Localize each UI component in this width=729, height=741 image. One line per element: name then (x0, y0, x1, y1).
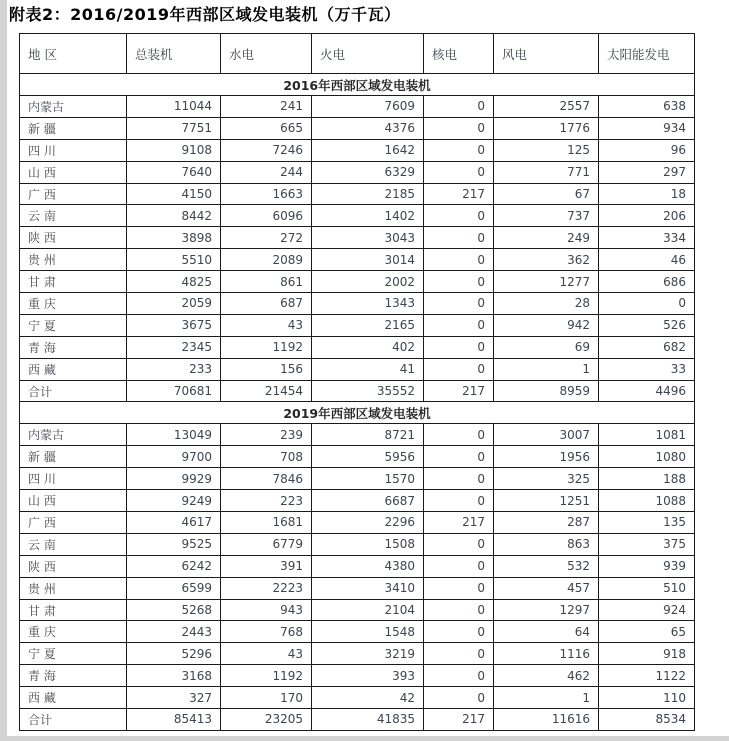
value-cell: 206 (599, 205, 695, 227)
value-cell: 861 (221, 271, 312, 293)
value-cell: 942 (494, 314, 599, 336)
region-cell: 四 川 (20, 468, 127, 490)
value-cell: 3168 (127, 665, 221, 687)
value-cell: 1548 (312, 621, 424, 643)
page-title: 附表2：2016/2019年西部区域发电装机（万千瓦） (9, 5, 401, 24)
value-cell: 23205 (221, 709, 312, 731)
value-cell: 682 (599, 336, 695, 358)
value-cell: 11044 (127, 96, 221, 118)
value-cell: 708 (221, 446, 312, 468)
value-cell: 4496 (599, 380, 695, 402)
value-cell: 170 (221, 687, 312, 709)
value-cell: 0 (424, 271, 494, 293)
value-cell: 1251 (494, 490, 599, 512)
value-cell: 638 (599, 96, 695, 118)
value-cell: 3898 (127, 227, 221, 249)
table-row (20, 512, 695, 534)
value-cell: 3043 (312, 227, 424, 249)
table-row (20, 687, 695, 709)
column-header-5: 风电 (494, 34, 599, 74)
value-cell: 0 (424, 249, 494, 271)
value-cell: 233 (127, 358, 221, 380)
region-cell: 四 川 (20, 139, 127, 161)
region-cell: 云 南 (20, 533, 127, 555)
region-cell: 广 西 (20, 512, 127, 534)
value-cell: 1081 (599, 424, 695, 446)
region-cell: 云 南 (20, 205, 127, 227)
value-cell: 2089 (221, 249, 312, 271)
value-cell: 2059 (127, 293, 221, 315)
value-cell: 69 (494, 336, 599, 358)
table-row (20, 336, 695, 358)
value-cell: 287 (494, 512, 599, 534)
value-cell: 2345 (127, 336, 221, 358)
value-cell: 3007 (494, 424, 599, 446)
value-cell: 43 (221, 314, 312, 336)
value-cell: 0 (424, 687, 494, 709)
value-cell: 241 (221, 96, 312, 118)
value-cell: 0 (424, 446, 494, 468)
region-cell: 新 疆 (20, 446, 127, 468)
value-cell: 5268 (127, 599, 221, 621)
value-cell: 1192 (221, 336, 312, 358)
region-cell: 合计 (20, 380, 127, 402)
value-cell: 1192 (221, 665, 312, 687)
value-cell: 391 (221, 555, 312, 577)
value-cell: 9249 (127, 490, 221, 512)
value-cell: 0 (424, 314, 494, 336)
value-cell: 687 (221, 293, 312, 315)
region-cell: 贵 州 (20, 249, 127, 271)
value-cell: 686 (599, 271, 695, 293)
header-row (20, 34, 695, 74)
table-row (20, 249, 695, 271)
value-cell: 0 (424, 293, 494, 315)
value-cell: 0 (424, 468, 494, 490)
section-title: 2016年西部区域发电装机 (20, 74, 695, 96)
region-cell: 宁 夏 (20, 314, 127, 336)
value-cell: 0 (424, 490, 494, 512)
value-cell: 0 (599, 293, 695, 315)
region-cell: 青 海 (20, 665, 127, 687)
value-cell: 8442 (127, 205, 221, 227)
value-cell: 5510 (127, 249, 221, 271)
value-cell: 0 (424, 599, 494, 621)
value-cell: 526 (599, 314, 695, 336)
table-row (20, 643, 695, 665)
value-cell: 4150 (127, 183, 221, 205)
value-cell: 1343 (312, 293, 424, 315)
value-cell: 0 (424, 643, 494, 665)
value-cell: 41 (312, 358, 424, 380)
table-row (20, 533, 695, 555)
value-cell: 375 (599, 533, 695, 555)
region-cell: 广 西 (20, 183, 127, 205)
value-cell: 5296 (127, 643, 221, 665)
value-cell: 41835 (312, 709, 424, 731)
value-cell: 6687 (312, 490, 424, 512)
value-cell: 3219 (312, 643, 424, 665)
value-cell: 67 (494, 183, 599, 205)
value-cell: 1297 (494, 599, 599, 621)
value-cell: 0 (424, 577, 494, 599)
value-cell: 6599 (127, 577, 221, 599)
table-row (20, 555, 695, 577)
region-cell: 西 藏 (20, 358, 127, 380)
value-cell: 402 (312, 336, 424, 358)
value-cell: 1570 (312, 468, 424, 490)
value-cell: 1508 (312, 533, 424, 555)
table-row (20, 161, 695, 183)
table-row (20, 139, 695, 161)
value-cell: 297 (599, 161, 695, 183)
value-cell: 28 (494, 293, 599, 315)
value-cell: 8721 (312, 424, 424, 446)
region-cell: 陕 西 (20, 555, 127, 577)
table-row (20, 621, 695, 643)
table-row (20, 314, 695, 336)
table-row (20, 599, 695, 621)
value-cell: 125 (494, 139, 599, 161)
page-edge-bottom (0, 736, 729, 741)
value-cell: 96 (599, 139, 695, 161)
value-cell: 1681 (221, 512, 312, 534)
value-cell: 43 (221, 643, 312, 665)
value-cell: 1402 (312, 205, 424, 227)
value-cell: 1088 (599, 490, 695, 512)
page-edge-left (0, 0, 7, 741)
table-row (20, 577, 695, 599)
region-cell: 内蒙古 (20, 424, 127, 446)
value-cell: 3014 (312, 249, 424, 271)
table-row (20, 205, 695, 227)
value-cell: 6779 (221, 533, 312, 555)
value-cell: 2223 (221, 577, 312, 599)
table-row (20, 271, 695, 293)
value-cell: 362 (494, 249, 599, 271)
value-cell: 2185 (312, 183, 424, 205)
table-row (20, 665, 695, 687)
value-cell: 272 (221, 227, 312, 249)
value-cell: 244 (221, 161, 312, 183)
region-cell: 西 藏 (20, 687, 127, 709)
value-cell: 1080 (599, 446, 695, 468)
value-cell: 9929 (127, 468, 221, 490)
section-header-row (20, 74, 695, 96)
value-cell: 0 (424, 139, 494, 161)
region-cell: 宁 夏 (20, 643, 127, 665)
value-cell: 939 (599, 555, 695, 577)
region-cell: 合计 (20, 709, 127, 731)
region-cell: 新 疆 (20, 117, 127, 139)
value-cell: 35552 (312, 380, 424, 402)
value-cell: 4617 (127, 512, 221, 534)
value-cell: 0 (424, 533, 494, 555)
value-cell: 327 (127, 687, 221, 709)
value-cell: 8959 (494, 380, 599, 402)
value-cell: 2443 (127, 621, 221, 643)
value-cell: 0 (424, 227, 494, 249)
value-cell: 2002 (312, 271, 424, 293)
value-cell: 9525 (127, 533, 221, 555)
value-cell: 1 (494, 687, 599, 709)
region-cell: 贵 州 (20, 577, 127, 599)
value-cell: 46 (599, 249, 695, 271)
value-cell: 0 (424, 117, 494, 139)
value-cell: 510 (599, 577, 695, 599)
value-cell: 217 (424, 183, 494, 205)
value-cell: 4376 (312, 117, 424, 139)
value-cell: 1277 (494, 271, 599, 293)
table-body (20, 74, 695, 731)
value-cell: 3675 (127, 314, 221, 336)
value-cell: 924 (599, 599, 695, 621)
value-cell: 325 (494, 468, 599, 490)
region-cell: 重 庆 (20, 293, 127, 315)
table-row (20, 468, 695, 490)
value-cell: 0 (424, 96, 494, 118)
value-cell: 3410 (312, 577, 424, 599)
table-row (20, 446, 695, 468)
value-cell: 0 (424, 336, 494, 358)
total-row (20, 709, 695, 731)
capacity-table (19, 33, 695, 731)
region-cell: 内蒙古 (20, 96, 127, 118)
table-row (20, 96, 695, 118)
value-cell: 334 (599, 227, 695, 249)
value-cell: 64 (494, 621, 599, 643)
value-cell: 239 (221, 424, 312, 446)
value-cell: 85413 (127, 709, 221, 731)
value-cell: 863 (494, 533, 599, 555)
value-cell: 7246 (221, 139, 312, 161)
value-cell: 217 (424, 709, 494, 731)
value-cell: 1642 (312, 139, 424, 161)
table-row (20, 227, 695, 249)
value-cell: 1776 (494, 117, 599, 139)
value-cell: 4380 (312, 555, 424, 577)
region-cell: 甘 肃 (20, 599, 127, 621)
value-cell: 2165 (312, 314, 424, 336)
value-cell: 9108 (127, 139, 221, 161)
region-cell: 陕 西 (20, 227, 127, 249)
value-cell: 0 (424, 205, 494, 227)
value-cell: 1 (494, 358, 599, 380)
table-row (20, 358, 695, 380)
value-cell: 1956 (494, 446, 599, 468)
value-cell: 7846 (221, 468, 312, 490)
value-cell: 1663 (221, 183, 312, 205)
column-header-1: 总装机 (127, 34, 221, 74)
column-header-2: 水电 (221, 34, 312, 74)
value-cell: 21454 (221, 380, 312, 402)
value-cell: 532 (494, 555, 599, 577)
column-header-6: 太阳能发电 (599, 34, 695, 74)
value-cell: 9700 (127, 446, 221, 468)
value-cell: 0 (424, 424, 494, 446)
value-cell: 768 (221, 621, 312, 643)
value-cell: 156 (221, 358, 312, 380)
value-cell: 4825 (127, 271, 221, 293)
value-cell: 8534 (599, 709, 695, 731)
value-cell: 771 (494, 161, 599, 183)
value-cell: 918 (599, 643, 695, 665)
value-cell: 737 (494, 205, 599, 227)
value-cell: 223 (221, 490, 312, 512)
value-cell: 188 (599, 468, 695, 490)
value-cell: 6329 (312, 161, 424, 183)
value-cell: 1122 (599, 665, 695, 687)
value-cell: 249 (494, 227, 599, 249)
value-cell: 18 (599, 183, 695, 205)
value-cell: 65 (599, 621, 695, 643)
value-cell: 6242 (127, 555, 221, 577)
value-cell: 33 (599, 358, 695, 380)
table-row (20, 293, 695, 315)
value-cell: 42 (312, 687, 424, 709)
value-cell: 934 (599, 117, 695, 139)
value-cell: 6096 (221, 205, 312, 227)
value-cell: 457 (494, 577, 599, 599)
region-cell: 山 西 (20, 161, 127, 183)
value-cell: 2104 (312, 599, 424, 621)
value-cell: 0 (424, 161, 494, 183)
value-cell: 7640 (127, 161, 221, 183)
value-cell: 135 (599, 512, 695, 534)
value-cell: 70681 (127, 380, 221, 402)
table-row (20, 183, 695, 205)
value-cell: 462 (494, 665, 599, 687)
value-cell: 13049 (127, 424, 221, 446)
table-header (20, 34, 695, 74)
total-row (20, 380, 695, 402)
value-cell: 217 (424, 380, 494, 402)
section-header-row (20, 402, 695, 424)
column-header-0: 地 区 (20, 34, 127, 74)
value-cell: 0 (424, 665, 494, 687)
value-cell: 0 (424, 555, 494, 577)
value-cell: 110 (599, 687, 695, 709)
table-row (20, 424, 695, 446)
value-cell: 0 (424, 621, 494, 643)
region-cell: 甘 肃 (20, 271, 127, 293)
value-cell: 665 (221, 117, 312, 139)
value-cell: 2557 (494, 96, 599, 118)
section-title: 2019年西部区域发电装机 (20, 402, 695, 424)
value-cell: 1116 (494, 643, 599, 665)
region-cell: 山 西 (20, 490, 127, 512)
value-cell: 7751 (127, 117, 221, 139)
value-cell: 943 (221, 599, 312, 621)
column-header-3: 火电 (312, 34, 424, 74)
value-cell: 217 (424, 512, 494, 534)
region-cell: 青 海 (20, 336, 127, 358)
column-header-4: 核电 (424, 34, 494, 74)
value-cell: 11616 (494, 709, 599, 731)
value-cell: 2296 (312, 512, 424, 534)
table-row (20, 490, 695, 512)
value-cell: 5956 (312, 446, 424, 468)
value-cell: 0 (424, 358, 494, 380)
value-cell: 7609 (312, 96, 424, 118)
table-row (20, 117, 695, 139)
value-cell: 393 (312, 665, 424, 687)
region-cell: 重 庆 (20, 621, 127, 643)
